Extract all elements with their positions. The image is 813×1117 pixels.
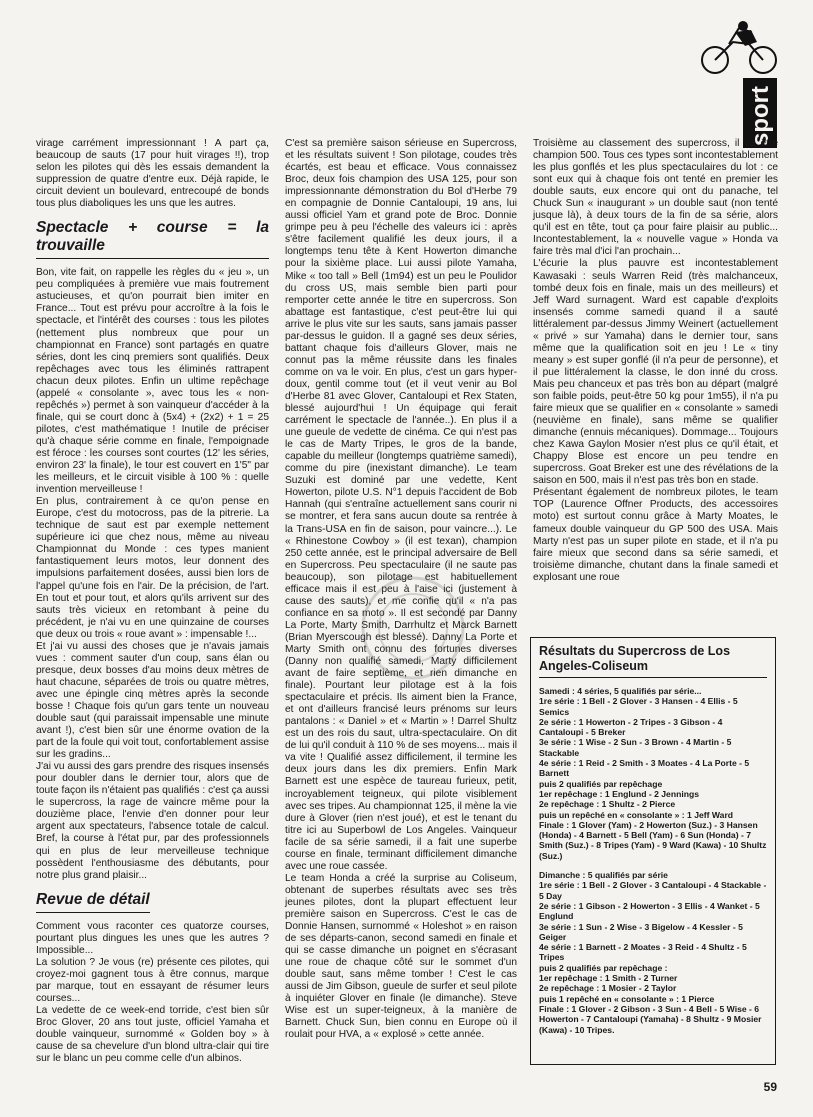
results-box	[530, 637, 776, 1065]
results-saturday-heading: Samedi : 4 séries, 5 qualifiés par série...	[539, 686, 702, 696]
paragraph: La vedette de ce week-end torride, c'est bien sûr Broc Glover, 20 ans tout juste, officiel Yamaha et double vainqueur, surnommé « Golden boy » à cause de sa chevelure d'un blond ultra-clair qui tire sur le blanc un peu comme celle d'un albinos.	[36, 1005, 269, 1065]
results-title: Résultats du Supercross de Los Angeles-Coliseum	[539, 644, 767, 678]
result-line: 3e série : 1 Wise - 2 Sun - 3 Brown - 4 Martin - 5 Stackable	[539, 737, 732, 758]
result-line: 1re série : 1 Bell - 2 Glover - 3 Cantaloupi - 4 Stackable - 5 Day	[539, 880, 767, 901]
paragraph: Le team Honda a créé la surprise au Coliseum, obtenant de superbes résultats avec ses très jeunes pilotes, dont la plupart effectuent leur première saison en Supercross. C'est le cas de Donnie Hansen, surnommé « Holeshot » en raison de ses départs-canon, second samedi en finale et qui se casse dimanche un poignet en s'écrasant une roue de chaque côté sur le sommet d'un double saut, sans même tomber ! C'est le cas aussi de Jim Gibson, gueule de surfer et seul pilote à inquiéter Glover en finale (le dimanche). Steve Wise est un super-teigneux, à la manière de Barnett. Chuck Sun, bien connu en Europe où il roulait pour HVA, a « explosé » cette année.	[285, 872, 517, 1041]
result-line: 2e repêchage : 1 Shultz - 2 Pierce	[539, 799, 676, 810]
result-line: puis un repêché en « consolante » : 1 Jeff Ward	[539, 809, 734, 820]
result-line: 4e série : 1 Barnett - 2 Moates - 3 Reid - 4 Shultz - 5 Tripes	[539, 942, 747, 963]
result-line: 1er repêchage : 1 Englund - 2 Jennings	[539, 788, 699, 799]
result-line: puis 2 qualifiés par repêchage	[539, 778, 663, 789]
paragraph: Présentant également de nombreux pilotes, le team TOP (Laurence Offner Products, des accessoires moto) est surtout connu grâce à Marty Moates, le fameux double vainqueur du GP 500 des USA. Mais Marty n'est pas un super pilote en stade, et il n'a pu faire mieux que second dans sa série samedi, et troisième dimanche, chutant dans la finale samedi et explosant une roue	[533, 487, 778, 583]
sport-logo	[699, 20, 781, 150]
result-line: puis 1 repêché en « consolante » : 1 Pierce	[539, 993, 715, 1004]
page-number: 59	[763, 1080, 777, 1094]
paragraph: Et j'ai vu aussi des choses que je n'avais jamais vues : comment sauter d'un coup, sans élan ou presque, deux bosses d'au moins deux mètres de haut chacune, séparées de trois ou quatre mètres, avec une épingle cinq mètres après la seconde bosse ! Chaque fois qu'un gars tente un nouveau double saut (qui paraissait impensable une minute avant !), c'est bien sûr une énorme ovation de la part de la foule qui voit tout, confortablement assise sur les gradins...	[36, 640, 269, 761]
result-line: 4e série : 1 Reid - 2 Smith - 3 Moates - 4 La Porte - 5 Barnett	[539, 758, 750, 779]
result-line: Finale : 1 Glover (Yam) - 2 Howerton (Suz.) - 3 Hansen (Honda) - 4 Barnett - 5 Bell (Yam) - 6 Sun (Honda) - 7 Smith (Suz.) - 8 Tripes (Yam) - 9 Ward (Kawa) - 10 Shultz (Suz.)	[539, 819, 767, 861]
paragraph: Troisième au classement des supercross, il va être champion 500. Tous ces types sont incontestablement les plus gonflés et les plus spectaculaires du lot : ce sont eux qui à chaque fois ont tenté en premier les double sauts, eux encore qui ont du panache, tel Chuck Sun « inaugurant » un double saut (non tenté jusque là), à deux tours de la fin de sa série, alors qu'il est en tête, tout ça pour faire plaisir au public... Incontestablement, la « nouvelle vague » Honda va faire très mal d'ici l'an prochain...	[533, 138, 778, 258]
paragraph: C'est sa première saison sérieuse en Supercross, et les résultats suivent ! Son pilotage, coudes très écartés, est beau et efficace. Vous connaissez Broc, deux fois champion des USA 125, pour son impressionnante démonstration du Bol d'Herbe 79 en compagnie de Donnie Cantaloupi, 19 ans, lui aussi officiel Yam et grand pote de Broc. Donnie grimpe peu à peu l'échelle des valeurs ici : après s'être facilement qualifié les deux jours, il a longtemps tenu tête à Kent Howerton dimanche pour la sixième place. Lui aussi pilote Yamaha, Mike « too tall » Bell (1m94) est un peu le Poulidor du cross US, mais semble bien parti pour remporter cette année le titre en supercross. Son abattage est fantastique, c'est peut-être lui qui arrive le plus vite sur les sauts, sans jamais passer par-dessus le guidon. Il a gagné ses deux séries, battant chaque fois d'ailleurs Glover, mais ne connut pas la même réussite dans les finales comme on va le voir. En plus, c'est un gars hyper-doux, gentil comme tout (et il veut venir au Bol d'Herbe 81 avec Glover, Cantaloupi et Rex Staten, blessé aujourd'hui ! Un équipage qui ferait carrément le spectacle de l'année..). En plus il a une gueule de vedette de cinéma. Ce qui n'est pas le cas de Marty Tripes, le gros de la bande, capable du meilleur (longtemps quatrième samedi), comme du pire (inexistant dimanche). Le team Suzuki est dominé par une vedette, Kent Howerton, pilote U.S. N°1 depuis l'accident de Bob Hannah (qui s'entraîne actuellement sans courir ni se montrer, et fera sans aucun doute sa rentrée à la Trans-USA en fin de saison, pour vaincre...). Le « Rhinestone Cowboy » (il est texan), champion 250 cette année, est le principal adversaire de Bell en Supercross. Peu spectaculaire (il ne saute pas beaucoup), son pilotage est habituellement efficace mais il est peu à l'aise ici (justement à cause des sauts), et me confie qu'il « n'a pas confiance en sa moto ». Il est secondé par Danny La Porte, Marty Smith, Darrhultz et Marck Barnett (Brian Myerscough est blessé). Danny La Porte et Marty Smith ont connu des fortunes diverses (Danny non qualifié samedi, Marty difficilement avant de faire septième, et rien dimanche en finale). Pourtant leur pilotage est à la fois spectaculaire et précis. Ils aiment bien la France, et ont d'ailleurs francisé leurs prénoms sur leurs pantalons : « Daniel » et « Martin » ! Darrel Shultz est un des rois du saut, ultra-spectaculaire. On dit de lui qu'il conduit à 110 % de ses moyens... mais il va vite ! Qualifié assez difficilement, il termine les deux jours dans les dix premiers. Enfin Mark Barnett est une espèce de taureau furieux, petit, incroyablement teigneux, qui pilote visiblement avec ses tripes. Au championnat 125, il mène la vie dure à Glover (rien n'est joué), et est le tenant du titre ici au Superbowl de Los Angeles. Vainqueur facile de sa série samedi, il a fait une superbe course en finale, terminant difficilement dimanche avec une roue cassée.	[285, 138, 517, 872]
spacer	[539, 861, 767, 870]
library-stamp	[353, 568, 473, 688]
section-heading: Spectacle + course = la trouvaille	[36, 219, 269, 259]
paragraph: L'écurie la plus pauvre est incontestablement Kawasaki : seuls Warren Reid (très malchanceux, tombé deux fois en finale, mais un des meilleurs) et Jeff Ward surnagent. Ward est capable d'exploits insensés comme samedi quand il a sauté littéralement par-dessus Jimmy Weinert (actuellement « privé » sur Yamaha) dans le dernier tour, sans même que la qualification soit en jeu ! Le « tiny meany » est super gonflé (il n'a peur de personne), et il pue littéralement la classe, le don inné du cross. Mais peu chanceux et pas très bon au départ (malgré son faible poids, peut-être 50 kg pour 1m55), il n'a pu faire mieux que se qualifier en « consolante » samedi (neuvième en finale), sans même se qualifier dimanche (ennuis mécaniques). Dommage... Toujours chez Kawa Gaylon Mosier n'est plus ce qu'il était, et Chappy Blose est encore un peu tendre en supercross. Goat Breker est une des révélations de la saison en 500, mais il n'est pas très bon en stade.	[533, 258, 778, 487]
section-heading: Revue de détail	[36, 891, 150, 913]
article-column-1	[36, 138, 269, 1065]
svg-text:sport: sport	[747, 86, 774, 146]
paragraph: Bon, vite fait, on rappelle les règles du « jeu », un peu compliquées à première vue mais foutrement astucieuses, et qu'on pourrait bien imiter en France... Tout est prévu pour accroître à la fois le spectacle, et l'intérêt des courses : tous les pilotes (nettement plus nombreux que pour un championnat en France) sont partagés en quatre séries, dont les cinq premiers sont qualifiés. Deux repêchages avec tous les éliminés rattrapent chacun deux pilotes. Enfin un ultime repêchage (appelé « consolante », avec tous les « non-repêchés ») permet à son vainqueur d'accéder à la finale, qui se court donc à (5x4) + (2x2) + 1 = 25 pilotes, c'est mathématique ! Inutile de préciser qu'à chaque série comme en finale, l'empoignade est féroce : les courses sont courtes (12' les séries, environ 23' la finale), le tour est couvert en 1'5" par les meilleurs, et le circuit visible à 100 % : quelle invention merveilleuse !	[36, 267, 269, 496]
result-line: 1er repêchage : 1 Smith - 2 Turner	[539, 973, 678, 984]
result-line: 2e série : 1 Howerton - 2 Tripes - 3 Gibson - 4 Cantaloupi - 5 Breker	[539, 716, 723, 738]
paragraph: Comment vous raconter ces quatorze courses, pourtant plus dingues les unes que les autres ? Impossible...	[36, 920, 269, 956]
paragraph: En plus, contrairement à ce qu'on pense en Europe, c'est du motocross, pas de la pitrerie. La technique de saut est par exemple nettement supérieure ici que chez nous, même au niveau Championnat du Monde : ces types manient fantastiquement leurs motos, leur donnent des impulsions parfaitement dosées, aussi bien lors de l'appel qu'une fois en l'air. De la précision, de l'art. En tout et pour tout, et alors qu'ils arrivent sur des sauts très vicieux en retombant à peine du précédent, je n'ai vu en une quinzaine de courses que deux ou trois « roue avant » : impensable !...	[36, 496, 269, 640]
result-line: 2e repêchage : 1 Mosier - 2 Taylor	[539, 983, 677, 994]
paragraph: virage carrément impressionnant ! A part ça, beaucoup de sauts (17 pour huit virages !!), trop selon les pilotes qui dès les essais demandent la suppression de quatre d'entre eux. Déjà rapide, le circuit devient un boulevard, entrecoupé de bonds tous plus diaboliques les uns que les autres.	[36, 138, 269, 210]
article-column-3	[533, 138, 778, 584]
result-line: 2e série : 1 Gibson - 2 Howerton - 3 Ellis - 4 Wanket - 5 Englund	[539, 900, 760, 922]
paragraph: La solution ? Je vous (re) présente ces pilotes, qui croyez-moi gagnent tous à être connus, marque par marque, tout en essayant de résumer leurs courses...	[36, 956, 269, 1004]
result-line: Finale : 1 Glover - 2 Gibson - 3 Sun - 4 Bell - 5 Wise - 6 Howerton - 7 Cantaloupi (Yamaha) - 8 Shultz - 9 Mosier (Kawa) - 10 Tripes.	[539, 1003, 762, 1035]
result-line: puis 2 qualifiés par repêchage :	[539, 962, 668, 973]
result-line: 3e série : 1 Sun - 2 Wise - 3 Bigelow - 4 Kessler - 5 Geiger	[539, 921, 743, 942]
results-sunday-heading: Dimanche : 5 qualifiés par série	[539, 870, 668, 881]
result-line: 1re série : 1 Bell - 2 Glover - 3 Hansen - 4 Ellis - 5 Semics	[539, 696, 738, 717]
paragraph: J'ai vu aussi des gars prendre des risques insensés pour doubler dans le dernier tour, alors que de toute façon ils n'étaient pas qualifiés : c'est ça aussi le supercross, la rage de vaincre même pour la douzième place, l'envie d'en donner pour leur argent aux spectateurs, l'absence totale de calcul. Bref, la course à l'état pur, par des professionnels qui en plus de leur merveilleuse technique possèdent l'enthousiasme des débutants, pour notre plus grand plaisir...	[36, 761, 269, 881]
